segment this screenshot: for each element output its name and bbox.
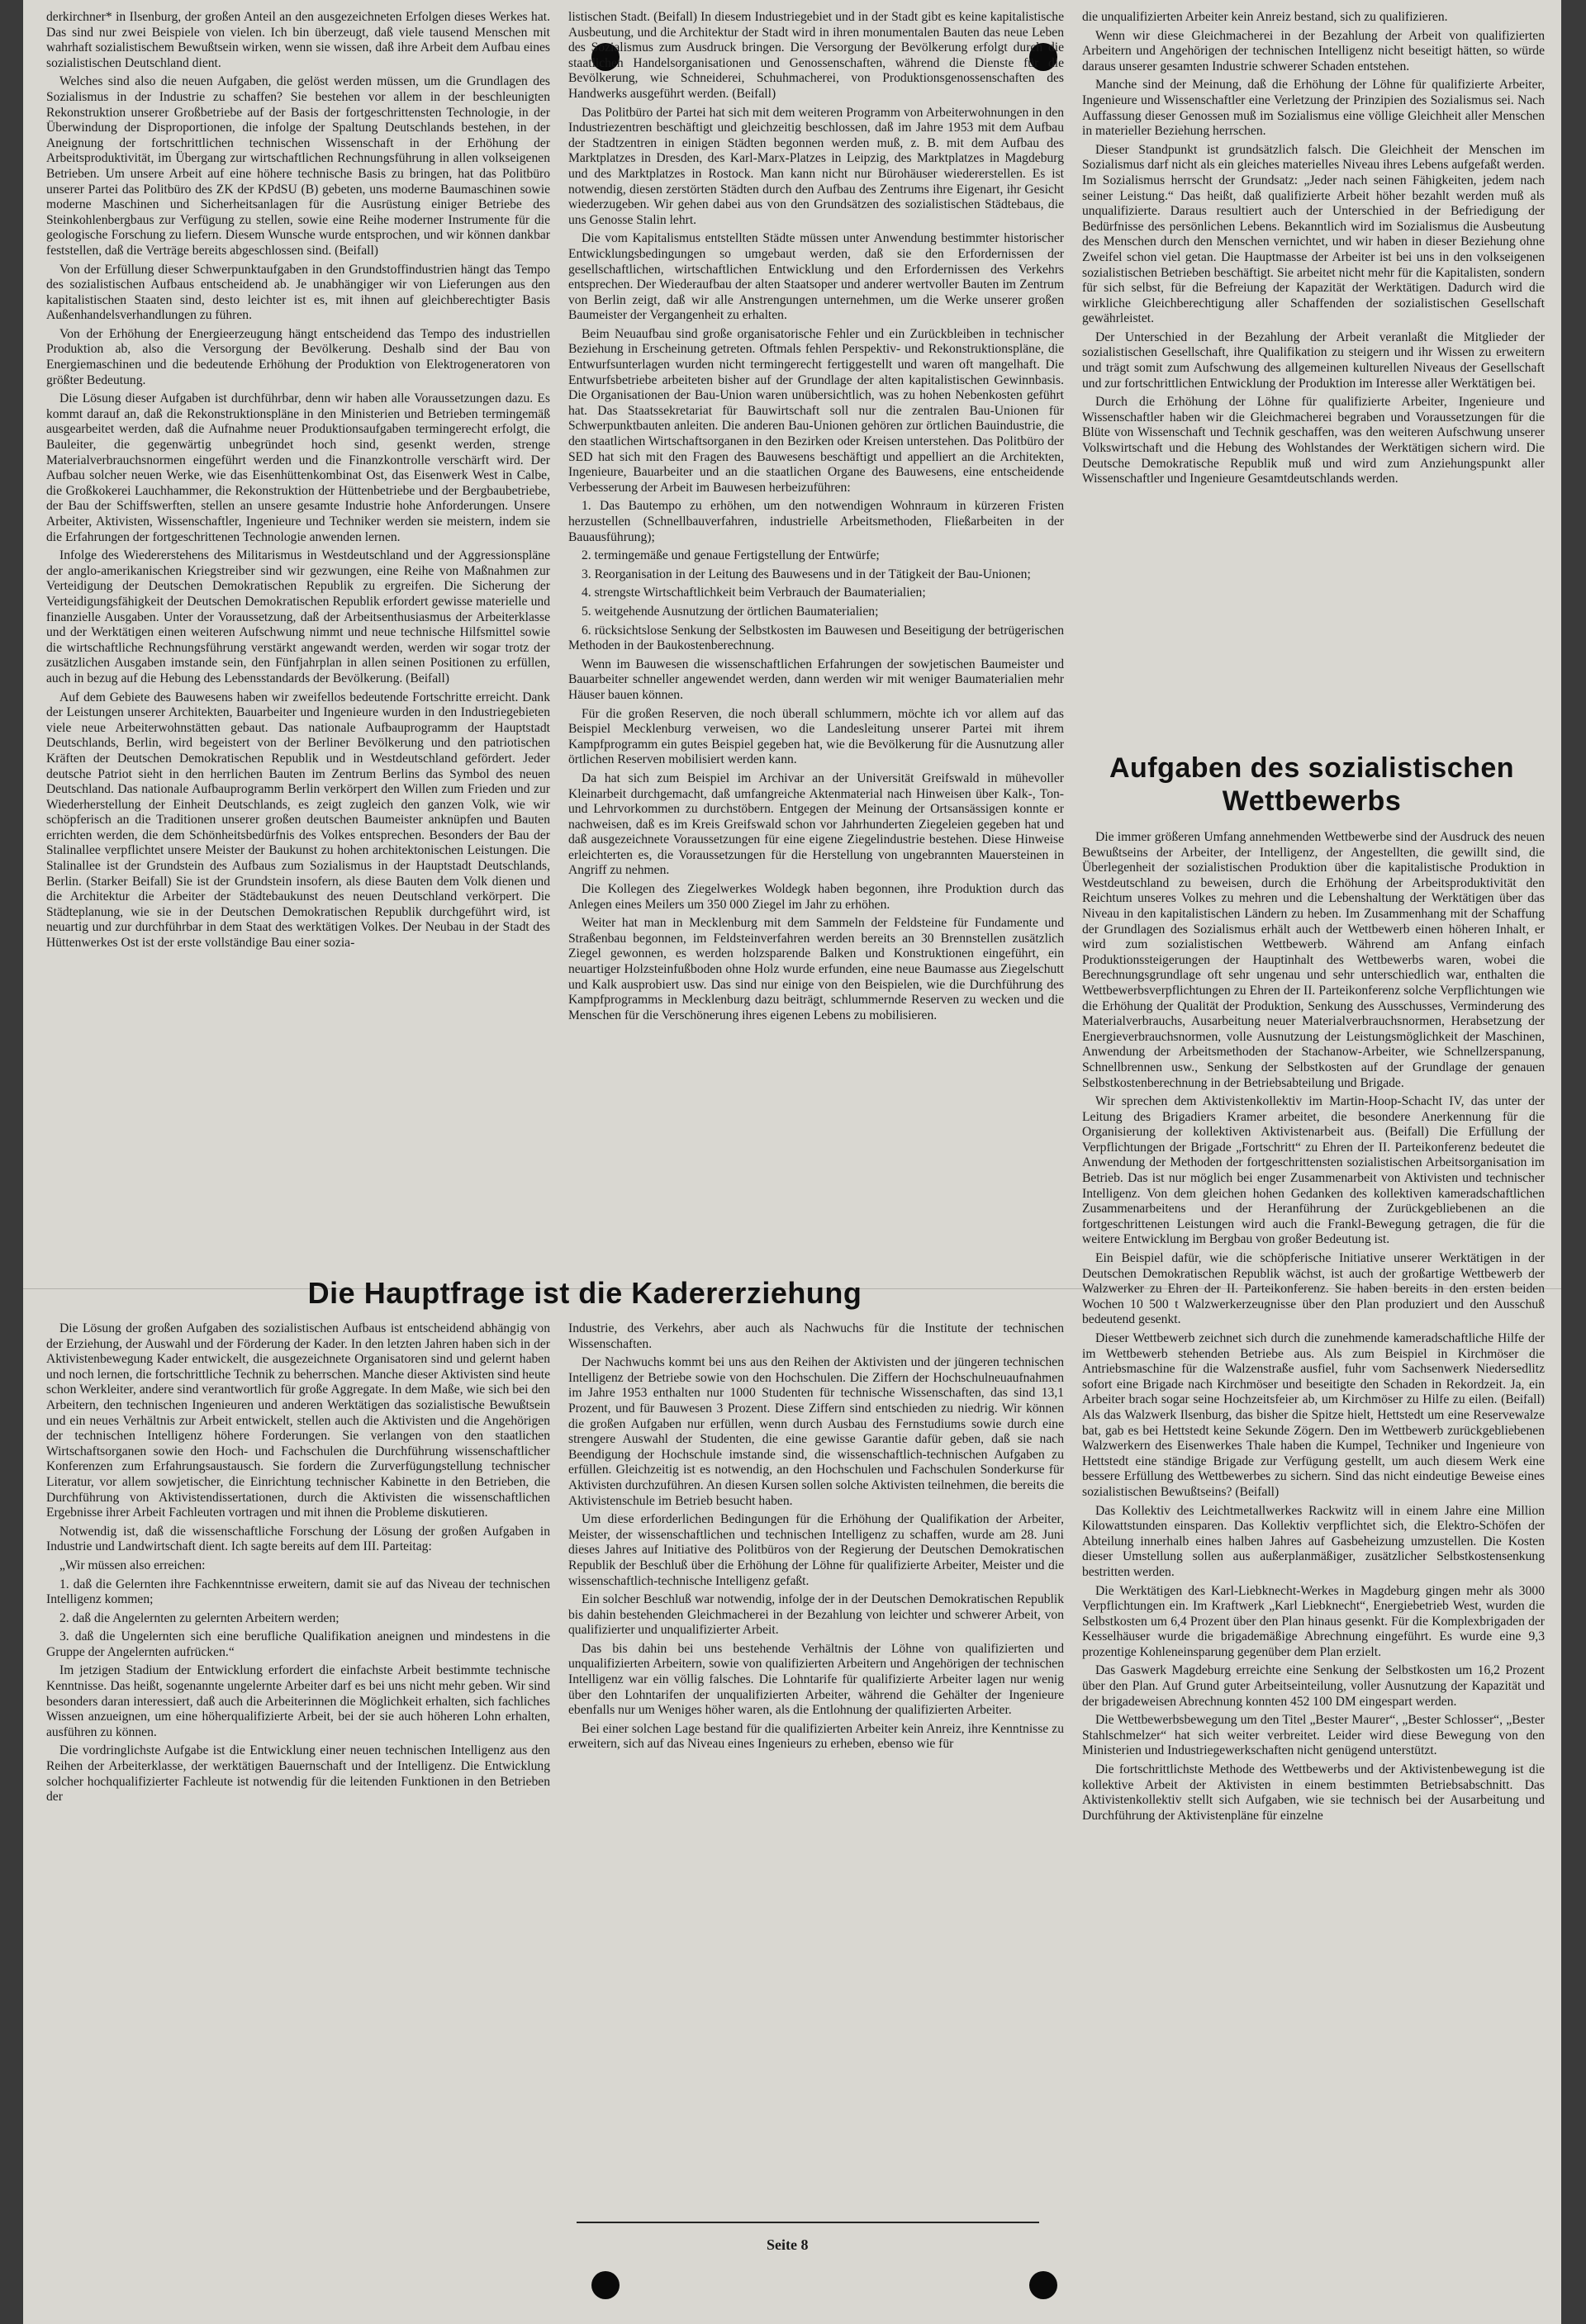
paragraph: Das bis dahin bei uns bestehende Verhältnis der Löhne von qualifizierten und unqualifizierten Arbeitern, sowie von qualifizierten Arbeitern und Angehörigen der technischen Intelligenz war ein völlig falsches. Die Lohntarife für qualifizierte Arbeiter lagen nur wenig über den Lohntarifen der unqualifizierten Arbeiter, während die Gehälter der Ingenieure ebenfalls nur um Weniges höher waren, als die Entlohnung der qualifizierten Arbeiter. — [568, 1641, 1064, 1718]
paragraph: Infolge des Wiedererstehens des Militarismus in Westdeutschland und der Aggressionspläne der anglo-amerikanischen Kriegstreiber sind wir gezwungen, eine Reihe von Maßnahmen zur Verteidigung der Deutschen Demokratischen Republik zu ergreifen. Die Sicherung der Verteidigungsfähigkeit der Deutschen Demokratischen Republik erfordert gewisse materielle und finanzielle Ausgaben. Unter der Voraussetzung, daß der Arbeitsenthusiasmus der Arbeiterklasse und der Werktätigen einen weiteren Aufschwung nimmt und neue technische Hilfsmittel sowie die wirtschaftliche Rechnungsführung verstärkt angewandt werden, werden wir sogar trotz der zusätzlichen Ausgaben imstande sein, den Fünfjahrplan in allen seinen Positionen zu erfüllen, auch in bezug auf die Hebung des Lebensstandards der Bevölkerung. (Beifall) — [46, 548, 550, 685]
punch-hole — [591, 2271, 620, 2299]
paragraph: derkirchner* in Ilsenburg, der großen Anteil an den ausgezeichneten Erfolgen dieses Werkes hat. Das sind nur zwei Beispiele von vielen. Ich bin überzeugt, daß viele tausend Menschen mit wahrhaft sozialistischem Bewußtsein wirken, wenn sie wissen, daß ihre Arbeit dem Aufbau eines sozialistischen Deutschland dient. — [46, 10, 550, 70]
column-bottom-left — [46, 1321, 550, 2312]
paragraph: Ein Beispiel dafür, wie die schöpferische Initiative unserer Werktätigen in der Deutschen Demokratischen Republik wächst, ist auch der großartige Wettbewerb der Walzwerker zu Ehren der II. Parteikonferenz. Sie haben bereits in den ersten beiden Wochen 10 500 t Walzwerkerzeugnisse über den Plan produziert und den Ausschuß bedeutend gesenkt. — [1082, 1251, 1545, 1327]
list-item: 3. daß die Ungelernten sich eine berufliche Qualifikation aneignen und mindestens in die Gruppe der Angelernten aufrücken.“ — [46, 1629, 550, 1659]
paragraph: Die Werktätigen des Karl-Liebknecht-Werkes in Magdeburg gingen mehr als 3000 Verpflichtungen ein. Im Kraftwerk „Karl Liebknecht“, Energiebetrieb West, wurden die Selbstkosten um 6,4 Prozent über den Plan hinaus gesenkt. Für die Komplexbrigaden der Kesselhäuser wurde die brigademäßige Abrechnung eingeführt. Es wurde eine 9,3 prozentige Kohleneinsparung gegenüber dem Plan erzielt. — [1082, 1583, 1545, 1659]
paragraph: Dieser Wettbewerb zeichnet sich durch die zunehmende kameradschaftliche Hilfe der im Wettbewerb stehenden Betriebe aus. Als zum Beispiel in Kirchmöser die Antriebsmaschine für die Walzenstraße ausfiel, fuhr vom Sachsenwerk Niedersedlitz sofort eine Brigade nach Kirchmöser und beseitigte den Schaden in Rekordzeit. Ja, ein Arbeiter brach sogar seine Hochzeitsfeier ab, um Kirchmöser zu Hilfe zu eilen. (Beifall) Als das Walzwerk Ilsenburg, das bisher die Spitze hielt, Hettstedt um eine Reservewalze bat, gab es bei Hettstedt keine Sekunde Zögern. Den im Wettbewerb zurückgebliebenen Walzwerkern des Eisenwerkes Thale haben die Kumpel, Techniker und Ingenieure von Hettstedt eine ständige Brigade zur Verfügung gestellt, um auch diesem Werk eine bessere Erfüllung des Wettbewerbes zu sichern. Sind das nicht eindeutige Beweise eines sozialistischen Bewußtseins? (Beifall) — [1082, 1331, 1545, 1499]
paragraph: Die vom Kapitalismus entstellten Städte müssen unter Anwendung bestimmter historischer Entwicklungsbedingungen so umgebaut werden, daß sie den Erfordernissen der gesellschaftlichen, wirtschaftlichen Entwicklung und den Erfordernissen des Verkehrs entsprechen. Der Wiederaufbau der alten Staatsoper und anderer wertvoller Bauten im Zentrum von Berlin zeigt, daß wir alle Anstrengungen unternehmen, um die Werke unserer großen Baumeister der Vergangenheit zu erhalten. — [568, 231, 1064, 323]
paragraph: Die Lösung der großen Aufgaben des sozialistischen Aufbaus ist entscheidend abhängig von der Erziehung, der Auswahl und der Förderung der Kader. In den letzten Jahren haben sich in der Aktivistenbewegung Kader entwickelt, die ausgezeichnete Organisatoren sind und gelernt haben und noch lernen, die fortschrittliche Technik zu beherrschen. Manche dieser Aktivisten sind heute schon Werkleiter, andere sind verantwortlich für große Aggregate. In dem Maße, wie sich bei den Arbeitern, den technischen Ingenieuren und anderen Werktätigen das sozialistische Bewußtsein und ein neues Verhältnis zur Arbeit entwickelt, stellen auch die Aktivisten und die Angehörigen der technischen Intelligenz höhere Forderungen. Sie verlangen von den staatlichen Wirtschaftsorganen sowie den Hoch- und Fachschulen die Durchführung wissenschaftlicher Konferenzen zum Erfahrungsaustausch. Sie fordern die Zurverfügungstellung technischer Literatur, vor allem sowjetischer, die Einrichtung technischer Kabinette in den Betrieben, die Durchführung von Aktivistendissertationen, durch die Aktivisten die wissenschaftlichen Ergebnisse ihrer Arbeit Fachleuten vortragen und mit ihnen die Probleme diskutieren. — [46, 1321, 550, 1520]
section-heading-wettbewerb: Aufgaben des sozialistischen Wettbewerbs — [1109, 752, 1515, 817]
paragraph: Welches sind also die neuen Aufgaben, die gelöst werden müssen, um die Grundlagen des Sozialismus in der Industrie zu schaffen? Sie bestehen vor allem in der beschleunigten Rekonstruktion unserer Großbetriebe auf der Basis der fortgeschrittensten Technologie, in der Überwindung der Disproportionen, die infolge der Spaltung Deutschlands bestehen, in der Aneignung der fortschrittlichen technischen Wissenschaft in der Erhöhung der Arbeitsproduktivität, im Übergang zur wirtschaftlichen Rechnungsführung in allen volkseigenen Betrieben. Um unsere Arbeit auf eine höhere technische Basis zu bringen, hat das Politbüro unserer Partei das Politbüro des ZK der KPdSU (B) gebeten, uns moderne Baumaschinen sowie moderne Maschinen und Sicherheitsanlagen für die Ausrüstung einiger Betriebe des Steinkohlenbergbaus zur Verfügung zu stellen, sowie eine Reihe moderner Instrumente für die geologische Forschung zu liefern. Diesem Wunsche wurde entsprochen, und wir können dankbar feststellen, daß die Verträge bereits abgeschlossen sind. (Beifall) — [46, 74, 550, 258]
column-right — [1082, 10, 1545, 753]
paragraph: Das Kollektiv des Leichtmetallwerkes Rackwitz will in einem Jahre eine Million Kilowattstunden einsparen. Das Kollektiv verpflichtet sich, die Elektro-Schöfen der Abteilung innerhalb eines halben Jahres auf Gasbeheizung umzustellen. Die Kosten dieser Umstellung sollen aus außerplanmäßiger, zusätzlicher Selbstkostensenkung bestritten werden. — [1082, 1503, 1545, 1579]
paragraph: Im jetzigen Stadium der Entwicklung erfordert die einfachste Arbeit bestimmte technische Kenntnisse. Das heißt, sogenannte ungelernte Arbeiter darf es bei uns nicht mehr geben. Wir sind besonders daran interessiert, daß auch die Arbeiterinnen die Möglichkeit erhalten, sich fachliches Wissen anzueignen, um eine höherqualifizierte Arbeit, bei der sie auch höheren Lohn erhalten, ausführen zu können. — [46, 1663, 550, 1739]
paragraph: Die Wettbewerbsbewegung um den Titel „Bester Maurer“, „Bester Schlosser“, „Bester Stahlschmelzer“ hat sich weiter verbreitet. Leider wird diese Bewegung von den Ministerien und Industriegewerkschaften nicht genügend unterstützt. — [1082, 1713, 1545, 1758]
paragraph: Die Lösung dieser Aufgaben ist durchführbar, denn wir haben alle Voraussetzungen dazu. Es kommt darauf an, daß die Rekonstruktionspläne in den Ministerien und Betrieben termingemäß ausgearbeitet werden, daß die Aufnahme neuer Produktionsaufgaben termingerecht erfolgt, die Bauleiter, die gegenwärtig unbegründet hoch sind, gesenkt werden, strenge Materialverbrauchsnormen eingeführt werden und die Finanzkontrolle verschärft wird. Der Aufbau solcher neuen Werke, wie das Eisenhüttenkombinat Ost, das Eisenwerk West in Calbe, die Großkokerei Lauchhammer, die Rekonstruktion der Hüttenbetriebe und der Bergbaubetriebe, der Bau der Schiffswerften, stellen an unsere gesamte Industrie hohe Anforderungen. Unsere Arbeiter, Aktivisten, Wissenschaftler, Ingenieure und Techniker werden sie meistern, indem sie die Erfahrungen der fortgeschrittenen Technologie anwenden lernen. — [46, 391, 550, 544]
paragraph: Durch die Erhöhung der Löhne für qualifizierte Arbeiter, Ingenieure und Wissenschaftler haben wir die Gleichmacherei begraben und Voraussetzungen für die Blüte von Wissenschaft und Technik geschaffen, was den weiteren Aufschwung unserer Volkswirtschaft und die Hebung des Wohlstandes der Werktätigen sichern wird. Die Deutsche Demokratische Republik muß und wird zum Anziehungspunkt aller Wissenschaftler und Ingenieure Gesamtdeutschlands werden. — [1082, 395, 1545, 486]
paragraph: Weiter hat man in Mecklenburg mit dem Sammeln der Feldsteine für Fundamente und Straßenbau begonnen, im Feldsteinverfahren werden bereits an 30 Brennstellen zusätzlich Ziegel gewonnen, es werden holzsparende Balken und Konstruktionen eingeführt, ein neuartiger Holzsteinfußboden ohne Holz wurde erfunden, eine neue Baumasse aus Ziegelschutt und Kalk ausprobiert usw. Das sind nur einige von den Beispielen, wie die Durchführung des Kampfprogramms in Mecklenburg dazu beiträgt, schlummernde Reserven zu wecken und die Menschen für die Verschönerung ihres eigenen Lebens zu mobilisieren. — [568, 916, 1064, 1022]
paragraph: Das Politbüro der Partei hat sich mit dem weiteren Programm von Arbeiterwohnungen in den Industriezentren beschäftigt und gleichzeitig beschlossen, daß im Jahre 1953 mit dem Aufbau der Stadtzentren in einigen Städten begonnen werden muß, z. B. mit dem Aufbau des Marktplatzes in Dresden, des Karl-Marx-Platzes in Leipzig, des Marktplatzes in Magdeburg und des Marktplatzes in Rostock. Man kann nicht nur Bürohäuser wiedererstellen. Es ist notwendig, diesen zerstörten Städten durch den Aufbau des Zentrums ihre Eigenart, ihr Gesicht wiederzugeben. Wir gehen dabei aus von den Grundsätzen des sozialistischen Städtebaus, die uns Genosse Stalin lehrt. — [568, 105, 1064, 227]
paragraph: Industrie, des Verkehrs, aber auch als Nachwuchs für die Institute der technischen Wissenschaften. — [568, 1321, 1064, 1351]
section-heading-kader: Die Hauptfrage ist die Kadererziehung — [307, 1276, 862, 1310]
list-item: 1. daß die Gelernten ihre Fachkenntnisse erweitern, damit sie auf das Niveau der technischen Intelligenz kommen; — [46, 1577, 550, 1607]
paragraph: listischen Stadt. (Beifall) In diesem Industriegebiet und in der Stadt gibt es keine kapitalistische Ausbeutung, und die Architektur der Stadt wird in ihren monumentalen Bauten das neue Leben des Sozialismus zum Ausdruck bringen. Die Versorgung der Bevölkerung erfolgt durch die staatlichen Handelsorganisationen und Genossenschaften, während die Dienste für die Bevölkerung, wie Schneiderei, Schuhmacherei, von Produktionsgenossenschaften des Handwerks ausgeführt werden. (Beifall) — [568, 10, 1064, 101]
list-item: 2. daß die Angelernten zu gelernten Arbeitern werden; — [59, 1610, 340, 1625]
column-middle — [568, 10, 1064, 1249]
paragraph: Notwendig ist, daß die wissenschaftliche Forschung der Lösung der großen Aufgaben in Industrie und Landwirtschaft dient. Ich sagte bereits auf dem III. Parteitag: — [46, 1524, 550, 1554]
quote-line: „Wir müssen also erreichen: — [59, 1558, 206, 1572]
paragraph: Bei einer solchen Lage bestand für die qualifizierten Arbeiter kein Anreiz, ihre Kenntnisse zu erweitern, sich auf das Niveau eines Ingenieurs zu erheben, ebenso wie für — [568, 1721, 1064, 1752]
paragraph: Die Kollegen des Ziegelwerkes Woldegk haben begonnen, ihre Produktion durch das Anlegen eines Meilers um 350 000 Ziegel im Jahr zu erhöhen. — [568, 882, 1064, 912]
column-left — [46, 10, 550, 1265]
paragraph: Die immer größeren Umfang annehmenden Wettbewerbe sind der Ausdruck des neuen Bewußtseins der Arbeiter, der Intelligenz, der Angestellten, die gewillt sind, die Überlegenheit der sozialistischen Produktion über die kapitalistische Produktion in Westdeutschland zu beweisen, durch die Erhöhung der Arbeitsproduktivität den Reichtum unseres Volkes zu mehren und die Lebenshaltung der Werktätigen über das Niveau in den kapitalistischen Ländern zu heben. Im Zusammenhang mit der Schaffung der Grundlagen des Sozialismus erhält auch der Wettbewerb einen höheren Inhalt, er wird zum sozialistischen Wettbewerb. Während am Anfang einfach Produktionssteigerungen der Hauptinhalt des Wettbewerbs waren, wobei die Berechnungsgrundlage oft sehr ungenau und sehr unterschiedlich war, enthalten die Wettbewerbsverpflichtungen zu Ehren der II. Parteikonferenz solche Verpflichtungen wie die Erhöhung der Qualität der Produktion, Senkung des Ausschusses, Verminderung des Materialverbrauchs, Ausarbeitung neuer Materialverbrauchsnormen, Herabsetzung der Energieverbrauchsnormen, volle Ausnutzung der Leistungsmöglichkeit der Maschinen, Anwendung der Arbeitsmethoden der Stachanow-Arbeiter, wie Schnellzerspanung, Schnellbrennen usw., Senkung der Selbstkosten auf der Grundlage der genauen Selbstkostenberechnung in der Betriebsabteilung und Brigade. — [1082, 830, 1545, 1090]
paragraph: Wir sprechen dem Aktivistenkollektiv im Martin-Hoop-Schacht IV, das unter der Leitung des Brigadiers Kramer arbeitet, die besondere Anerkennung für die Organisierung der kollektiven Aktivistenarbeit aus. (Beifall) Die Erfüllung der Verpflichtungen der Brigade „Fortschritt“ zu Ehren der II. Parteikonferenz bedeutet die Anwendung der Methoden der fortgeschrittensten sozialistischen Arbeitsorganisation im Betrieb. Das ist nur möglich bei enger Zusammenarbeit von Aktivisten und technischer Intelligenz. Von dem gleichen hohen Gedanken des kollektiven kameradschaftlichen Zusammenarbeitens und der Heranführung der Zurückgebliebenen an die fortgeschrittenen Leistungen wird auch die Frankl-Bewegung getragen, die für die weitere Entwicklung im Bergbau von großer Bedeutung ist. — [1082, 1094, 1545, 1247]
paragraph: Auf dem Gebiete des Bauwesens haben wir zweifellos bedeutende Fortschritte erreicht. Dank der Leistungen unserer Architekten, Bauarbeiter und Ingenieure wurden in den Industriegebieten viele neue Arbeiterwohnstätten gebaut. Das nationale Aufbauprogramm der Hauptstadt Deutschlands, Berlin, wird begeistert von der Berliner Bevölkerung und den patriotischen Kräften der Deutschen Demokratischen Republik und in Westdeutschland gefördert. Jeder deutsche Patriot sieht in den herrlichen Bauten im Zentrum Berlins das Symbol des neuen Deutschland. Das nationale Aufbauprogramm Berlin verkörpert den Willen zum Frieden und zur Wiederherstellung der Einheit Deutschlands, es zeigt zugleich den ganzen Volk, wie wir schöpferisch an die Traditionen unserer großen deutschen Baumeister anknüpfen und Bauten errichten werden, die dem Schönheitsbedürfnis des Volkes entsprechen. Besonders der Bau der Stalinallee verpflichtet unsere Meister der Baukunst zu hohen architektonischen Leistungen. Die Stalinallee ist der Grundstein des Aufbaus zum Sozialismus in der Hauptstadt Deutschlands, Berlin. (Starker Beifall) Sie ist der Grundstein insofern, als diese Bauten dem Volk dienen und die Architektur die Arbeiter der Städtebaukunst des neuen Deutschland verkörpert. Die Städteplanung, wie sie in der Deutschen Demokratischen Republik durchgeführt wird, ist neuartig und zur durchführbar in dem Staat des werktätigen Volkes. Der Neubau in der Stadt des Hüttenwerkes Ost ist der erste vollständige Bau einer sozia- — [46, 690, 550, 951]
paragraph: Das Gaswerk Magdeburg erreichte eine Senkung der Selbstkosten um 16,2 Prozent über den Plan. Auf Grund guter Arbeitseinteilung, voller Ausnutzung der Kapazität und der brigadeweisen Abrechnung konnten 452 100 DM eingespart werden. — [1082, 1663, 1545, 1709]
paragraph: Manche sind der Meinung, daß die Erhöhung der Löhne für qualifizierte Arbeiter, Ingenieure und Wissenschaftler eine Verletzung der Prinzipien des Sozialismus sei. Nach Auffassung dieser Genossen muß im Sozialismus eine völlige Gleichheit aller Menschen in materieller Beziehung herrschen. — [1082, 78, 1545, 139]
paragraph: Ein solcher Beschluß war notwendig, infolge der in der Deutschen Demokratischen Republik bis dahin bestehenden Gleichmacherei in der Bezahlung von leichter und schwerer Arbeit, von qualifizierter und unqualifizierter Arbeit. — [568, 1592, 1064, 1638]
list-item: 4. strengste Wirtschaftlichkeit beim Verbrauch der Baumaterialien; — [582, 586, 926, 600]
footer-rule — [577, 2222, 1039, 2223]
paragraph: Der Nachwuchs kommt bei uns aus den Reihen der Aktivisten und der jüngeren technischen Intelligenz der Betriebe sowie von den Hochschulen. Die Ziffern der Hochschulneuaufnahmen im Jahre 1953 enthalten nur 1000 Studenten für technische Wissenschaften, das sind 13,1 Prozent, und für Bauwesen 3 Prozent. Diese Ziffern sind entschieden zu niedrig. Wir können die großen Aufgaben nur erfüllen, wenn durch Ausbau des Fernstudiums sowie durch eine strengere Auswahl der Studenten, die eine gewisse Garantie dafür geben, daß sie nach Beendigung der Hochschule imstande sind, die wissenschaftlich-technischen Aufgaben zu erfüllen. Gleichzeitig ist es notwendig, an den Hochschulen und Fachschulen Sonderkurse für Aktivisten durchzuführen. An diesen Kursen sollen solche Aktivisten teilnehmen, die bereits die Aktivistenschule im Betrieb besucht haben. — [568, 1355, 1064, 1508]
list-item: 5. weitgehende Ausnutzung der örtlichen Baumaterialien; — [582, 604, 879, 619]
punch-hole — [1029, 2271, 1057, 2299]
paragraph: Die vordringlichste Aufgabe ist die Entwicklung einer neuen technischen Intelligenz aus den Reihen der Arbeiterklasse, der werktätigen Bauernschaft und der Intelligenz. Die Entwicklung solcher hochqualifizierter Fachleute ist notwendig für die leitenden Funktionen in den Betrieben der — [46, 1743, 550, 1805]
paragraph: Wenn wir diese Gleichmacherei in der Bezahlung der Arbeit von qualifizierten Arbeitern und Angehörigen der technischen Intelligenz nicht beseitigt hätten, so würde daraus unserer gesamten Industrie schwerer Schaden entstehen. — [1082, 28, 1545, 74]
column-right-lower — [1082, 830, 1545, 2292]
paragraph: Von der Erhöhung der Energieerzeugung hängt entscheidend das Tempo des industriellen Produktion ab, also die Versorgung der Bevölkerung. Deshalb sind der Bau von Energiemaschinen und die bedeutende Erhöhung der Produktion von Elektrogeneratoren von größter Bedeutung. — [46, 326, 550, 387]
paragraph: Von der Erfüllung dieser Schwerpunktaufgaben in den Grundstoffindustrien hängt das Tempo des sozialistischen Aufbaus entscheidend ab. Je unabhängiger wir von Lieferungen aus den kapitalistischen Staaten sind, desto leichter ist es, mit ihnen auf gleichberechtigter Basis Außenhandelsverhandlungen zu führen. — [46, 262, 550, 323]
paragraph: Wenn im Bauwesen die wissenschaftlichen Erfahrungen der sowjetischen Baumeister und Bauarbeiter schneller angewendet werden, dann werden wir mit weniger Baumaterialien mehr Häuser bauen können. — [568, 657, 1064, 702]
list-item: 3. Reorganisation in der Leitung des Bauwesens und in der Tätigkeit der Bau-Unionen; — [582, 567, 1031, 581]
list-item: 2. termingemäße und genaue Fertigstellung der Entwürfe; — [582, 548, 880, 563]
newspaper-page — [23, 0, 1561, 2324]
list-item: 6. rücksichtslose Senkung der Selbstkosten im Bauwesen und Beseitigung der betrügerischen Methoden in der Baukostenberechnung. — [568, 623, 1064, 653]
paragraph: Beim Neuaufbau sind große organisatorische Fehler und ein Zurückbleiben in technischer Beziehung in Erscheinung getreten. Oftmals fehlen Perspektiv- und Rekonstruktionspläne, die Entwurfsunterlagen wurden nicht termingerecht fertiggestellt und waren oft mangelhaft. Die Entwurfsbetriebe arbeiteten bisher auf der Grundlage der alten kapitalistischen Gewinnbasis. Die Organisationen der Bau-Union waren unübersichtlich, was zu hohen Nebenkosten geführt hat. Das Staatssekretariat für Bauwirtschaft soll nur die zentralen Bau-Unionen für Schwerpunktbauten anleiten. Die anderen Bau-Unionen gehören zur örtlichen Bauindustrie, die den staatlichen Wirtschaftsorganen in den Bezirken oder Kreisen unterstehen. Das Politbüro der SED hat sich mit den Fragen des Bauwesens beschäftigt und appelliert an die Architekten, Ingenieure, Bauarbeiter und an die staatlichen Organe des Bauwesens, eine entscheidende Verbesserung der Arbeit im Bauwesen herbeizuführen: — [568, 326, 1064, 495]
paragraph: Da hat sich zum Beispiel im Archivar an der Universität Greifswald in mühevoller Kleinarbeit durchgemacht, daß umfangreiche Aktenmaterial nach Hinweisen über Kalk-, Ton- und Lehrvorkommen zu durchstöbern. Entgegen der Meinung der Ortsansässigen konnte er nachweisen, daß es im Kreis Greifswald schon vor Jahrhunderten Ziegeleien gegeben hat und daß ausgezeichnete Voraussetzungen für eine eigene Ziegelindustrie bestehen. Diese Hinweise erleichterten es, die Voraussetzungen für die Herstellung von ungebrannten Mauersteinen in Angriff zu nehmen. — [568, 771, 1064, 878]
paragraph: Die fortschrittlichste Methode des Wettbewerbs und der Aktivistenbewegung ist die kollektive Arbeit der Aktivisten in einem bestimmten Betriebsabschnitt. Das Aktivistenkollektiv stellt sich Aufgaben, wie sie technisch bei der Ausarbeitung und Durchführung der Aktivistenpläne für einzelne — [1082, 1762, 1545, 1823]
paragraph: Für die großen Reserven, die noch überall schlummern, möchte ich vor allem auf das Beispiel Mecklenburg verweisen, wo die Landesleitung unserer Partei mit ihrem Kampfprogramm ein gutes Beispiel gegeben hat, wie die Bevölkerung für die Ausnutzung aller örtlichen Reserven mobilisiert werden kann. — [568, 706, 1064, 767]
paragraph: Dieser Standpunkt ist grundsätzlich falsch. Die Gleichheit der Menschen im Sozialismus darf nicht als ein gleiches materielles Niveau ihres Lebens aufgefaßt werden. Im Sozialismus herrscht der Grundsatz: „Jeder nach seinen Fähigkeiten, jedem nach seiner Leistung.“ Das heißt, daß qualifizierte Arbeit höher bezahlt werden muß als unqualifizierte. Daraus resultiert auch der Unterschied in der Befriedigung der Bedürfnisse des persönlichen Lebens. Bekanntlich wird im Sozialismus die Ausbeutung des Menschen durch den Menschen vernichtet, und wir haben in dieser Beziehung ohne Zweifel schon viel getan. Die Hauptmasse der Arbeiter ist bei uns in den volkseigenen sozialistischen Betrieben beschäftigt. Sie arbeitet nicht mehr für die Kapitalisten, sondern für sich selbst, für die Befreiung der Kapazität der Werktätigen. Dadurch wird die wirkliche Gleichberechtigung aller Schaffenden der sozialistischen Gesellschaft gewährleistet. — [1082, 142, 1545, 326]
paragraph: Um diese erforderlichen Bedingungen für die Erhöhung der Qualifikation der Arbeiter, Meister, der wissenschaftlichen und technischen Intelligenz zu schaffen, wurde am 28. Juni dieses Jahres auf Initiative des Politbüros von der Regierung der Deutschen Demokratischen Republik der Beschluß über die Erhöhung der Löhne für qualifizierte Arbeiter, Meister und die wissenschaftlich-technische Intelligenz gefaßt. — [568, 1512, 1064, 1588]
paragraph: Der Unterschied in der Bezahlung der Arbeit veranlaßt die Mitglieder der sozialistischen Gesellschaft, ihre Qualifikation zu steigern und ihr Wissen zu erweitern und trägt somit zum Aufschwung des allgemeinen kulturellen Niveaus der Gesellschaft und zur fortschrittlichen Entwicklung der Produktion im Interesse aller Werktätigen bei. — [1082, 330, 1545, 391]
list-item: 1. Das Bautempo zu erhöhen, um den notwendigen Wohnraum in kürzeren Fristen herzustellen (Schnellbauverfahren, industrielle Arbeitsmethoden, Fließarbeiten in der Bauausführung); — [568, 499, 1064, 544]
page-number: Seite 8 — [767, 2236, 809, 2253]
paragraph: die unqualifizierten Arbeiter kein Anreiz bestand, sich zu qualifizieren. — [1082, 10, 1448, 24]
column-bottom-middle — [568, 1321, 1064, 2213]
